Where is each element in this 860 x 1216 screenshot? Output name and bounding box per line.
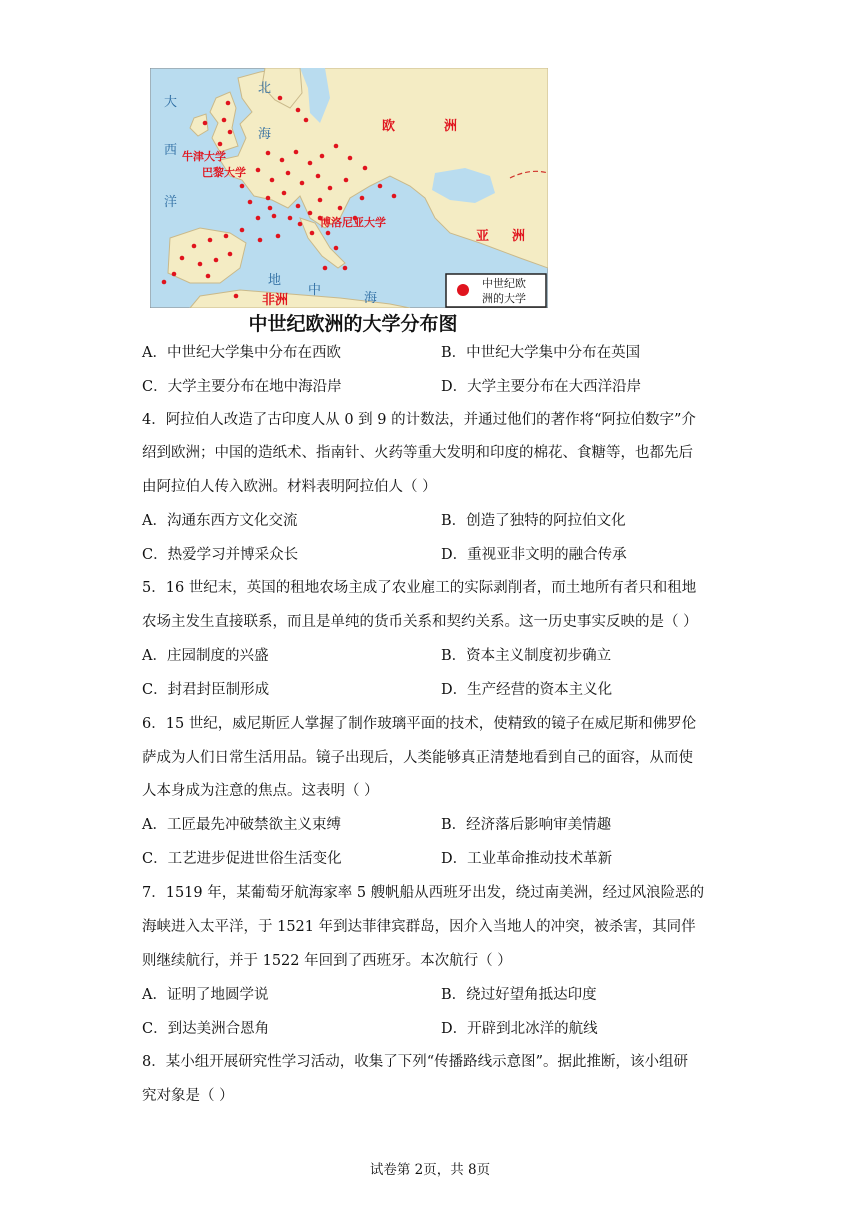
q3-option-a: A．中世纪大学集中分布在西欧 xyxy=(142,345,341,361)
label-atlantic-2: 西 xyxy=(164,143,178,158)
q7-line-1: 7．1519 年，某葡萄牙航海家率 5 艘帆船从西班牙出发，绕过南美洲，经过风浪险恶的 xyxy=(142,885,705,901)
europe-university-map xyxy=(150,68,548,308)
q5-option-c: C．封君封臣制形成 xyxy=(142,682,270,698)
q4-option-d: D．重视亚非文明的融合传承 xyxy=(441,547,627,563)
label-north-sea-2: 海 xyxy=(258,127,272,142)
q6-line-1: 6．15 世纪，威尼斯匠人掌握了制作玻璃平面的技术，使精致的镜子在威尼斯和佛罗伦 xyxy=(142,716,697,732)
page-footer: 试卷第 2页，共 8页 xyxy=(369,1162,491,1178)
label-med-1: 地 xyxy=(268,273,282,288)
q4-option-b: B．创造了独特的阿拉伯文化 xyxy=(441,513,626,529)
label-asia-2: 洲 xyxy=(512,229,526,244)
q5-option-a: A．庄园制度的兴盛 xyxy=(142,648,269,664)
legend-text-2: 洲的大学 xyxy=(482,292,526,305)
label-atlantic-1: 大 xyxy=(164,95,178,110)
legend-dot xyxy=(457,284,469,296)
q8-line-2: 究对象是（ ） xyxy=(142,1088,234,1104)
label-paris: 巴黎大学 xyxy=(202,166,246,179)
q7-option-b: B．绕过好望角抵达印度 xyxy=(441,987,597,1003)
q6-option-a: A．工匠最先冲破禁欲主义束缚 xyxy=(142,817,341,833)
q5-option-d: D．生产经营的资本主义化 xyxy=(441,682,613,698)
map-caption: 中世纪欧洲的大学分布图 xyxy=(248,313,458,335)
label-oxford: 牛津大学 xyxy=(182,150,226,163)
label-bologna: 博洛尼亚大学 xyxy=(320,216,386,229)
label-africa: 非洲 xyxy=(262,293,289,308)
map-legend xyxy=(446,274,546,307)
q7-line-3: 则继续航行，并于 1522 年回到了西班牙。本次航行（ ） xyxy=(142,953,512,969)
label-north-sea-1: 北 xyxy=(258,81,272,96)
q3-option-d: D．大学主要分布在大西洋沿岸 xyxy=(441,379,642,395)
q3-option-c: C．大学主要分布在地中海沿岸 xyxy=(142,379,342,395)
q5-option-b: B．资本主义制度初步确立 xyxy=(441,648,612,664)
q5-line-2: 农场主发生直接联系，而且是单纯的货币关系和契约关系。这一历史事实反映的是（ ） xyxy=(142,614,698,630)
q3-option-b: B．中世纪大学集中分布在英国 xyxy=(441,345,641,361)
q6-line-2: 萨成为人们日常生活用品。镜子出现后，人类能够真正清楚地看到自己的面容，从而使 xyxy=(142,750,693,766)
q4-line-1: 4．阿拉伯人改造了古印度人从 0 到 9 的计数法，并通过他们的著作将“阿拉伯数字”介 xyxy=(142,412,696,428)
q4-line-2: 绍到欧洲；中国的造纸术、指南针、火药等重大发明和印度的棉花、食糖等，也都先后 xyxy=(142,445,693,461)
q6-line-3: 人本身成为注意的焦点。这表明（ ） xyxy=(142,783,379,799)
label-europe-1: 欧 xyxy=(382,119,396,134)
q4-option-c: C．热爱学习并博采众长 xyxy=(142,547,299,563)
q5-line-1: 5．16 世纪末，英国的租地农场主成了农业雇工的实际剥削者，而土地所有者只和租地 xyxy=(142,580,697,596)
label-med-2: 中 xyxy=(308,283,322,298)
q6-option-d: D．工业革命推动技术革新 xyxy=(441,851,613,867)
label-med-3: 海 xyxy=(364,291,378,306)
q4-line-3: 由阿拉伯人传入欧洲。材料表明阿拉伯人（ ） xyxy=(142,479,437,495)
q6-option-c: C．工艺进步促进世俗生活变化 xyxy=(142,851,342,867)
q8-line-1: 8．某小组开展研究性学习活动，收集了下列“传播路线示意图”。据此推断，该小组研 xyxy=(142,1054,689,1070)
label-europe-2: 洲 xyxy=(444,119,458,134)
q6-option-b: B．经济落后影响审美情趣 xyxy=(441,817,612,833)
q4-option-a: A．沟通东西方文化交流 xyxy=(142,513,298,529)
legend-text-1: 中世纪欧 xyxy=(482,277,526,290)
q7-option-a: A．证明了地圆学说 xyxy=(142,987,269,1003)
q7-option-d: D．开辟到北冰洋的航线 xyxy=(441,1021,598,1037)
label-atlantic-3: 洋 xyxy=(164,195,178,210)
q7-line-2: 海峡进入太平洋，于 1521 年到达菲律宾群岛，因介入当地人的冲突，被杀害，其同伴 xyxy=(142,919,696,935)
label-asia-1: 亚 xyxy=(476,229,490,244)
map-svg xyxy=(150,68,548,308)
q7-option-c: C．到达美洲合恩角 xyxy=(142,1021,270,1037)
